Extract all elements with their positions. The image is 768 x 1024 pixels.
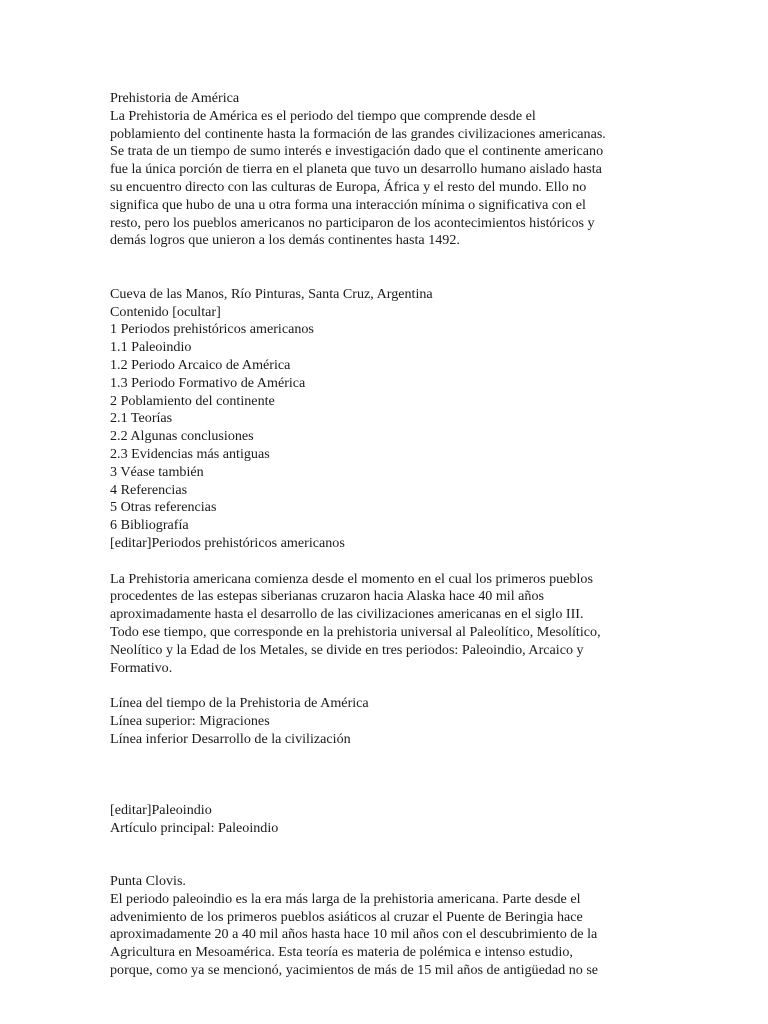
paragraph-line: Neolítico y la Edad de los Metales, se divide en tres periodos: Paleoindio, Arcaico y <box>110 641 584 658</box>
spacer <box>110 553 655 571</box>
toc-item: 5 Otras referencias <box>110 499 217 516</box>
spacer <box>110 250 655 268</box>
paragraph-line: aproximadamente hasta el desarrollo de las civilizaciones americanas en el siglo III. <box>110 606 584 623</box>
paragraph-line: La Prehistoria de América es el periodo del tiempo que comprende desde el <box>110 107 536 124</box>
toc-header: Contenido [ocultar] <box>110 303 221 320</box>
toc-item: 1.3 Periodo Formativo de América <box>110 374 306 391</box>
spacer <box>110 855 655 873</box>
paragraph-line: aproximadamente 20 a 40 mil años hasta hace 10 mil años con el descubrimiento de la <box>110 926 598 943</box>
intro-paragraph <box>110 108 655 250</box>
paragraph-line: La Prehistoria americana comienza desde el momento en el cual los primeros pueblos <box>110 570 593 587</box>
paragraph-line: poblamiento del continente hasta la formación de las grandes civilizaciones americanas. <box>110 125 606 142</box>
caption-line: Línea superior: Migraciones <box>110 712 270 729</box>
paragraph-line: su encuentro directo con las culturas de Europa, África y el resto del mundo. Ello no <box>110 178 587 195</box>
toc-item: 6 Bibliografía <box>110 517 189 534</box>
toc-item: 4 Referencias <box>110 481 188 498</box>
timeline-caption <box>110 695 655 748</box>
spacer <box>110 766 655 784</box>
spacer <box>110 784 655 802</box>
toc-item: 2.1 Teorías <box>110 410 173 427</box>
toc-item: 3 Véase también <box>110 463 204 480</box>
toc-item: 1.2 Periodo Arcaico de América <box>110 356 291 373</box>
spacer <box>110 748 655 766</box>
image-caption: Punta Clovis. <box>110 873 186 890</box>
caption-line: Línea inferior Desarrollo de la civilización <box>110 730 351 747</box>
paragraph-line: Agricultura en Mesoamérica. Esta teoría es materia de polémica e intenso estudio, <box>110 944 573 961</box>
paragraph-line: resto, pero los pueblos americanos no participaron de los acontecimientos históricos y <box>110 214 595 231</box>
spacer <box>110 677 655 695</box>
spacer <box>110 268 655 286</box>
spacer <box>110 837 655 855</box>
paragraph-line: porque, como ya se mencionó, yacimientos de más de 15 mil años de antigüedad no se <box>110 962 599 979</box>
section-heading: [editar]Periodos prehistóricos americanos <box>110 534 345 551</box>
paragraph-line: El periodo paleoindio es la era más larga de la prehistoria americana. Parte desde el <box>110 890 581 907</box>
toc-item: 2.3 Evidencias más antiguas <box>110 445 270 462</box>
section2-paragraph <box>110 891 655 980</box>
paragraph-line: significa que hubo de una u otra forma una interacción mínima o significativa con el <box>110 196 586 213</box>
paragraph-line: procedentes de las estepas siberianas cruzaron hacia Alaska hace 40 mil años <box>110 588 544 605</box>
toc-item: 1.1 Paleoindio <box>110 339 192 356</box>
document-page <box>110 90 655 980</box>
section-heading: [editar]Paleoindio <box>110 801 212 818</box>
paragraph-line: advenimiento de los primeros pueblos asiáticos al cruzar el Puente de Beringia hace <box>110 908 583 925</box>
table-of-contents <box>110 321 655 535</box>
toc-item: 1 Periodos prehistóricos americanos <box>110 321 314 338</box>
document-title: Prehistoria de América <box>110 90 240 106</box>
paragraph-line: Formativo. <box>110 659 173 676</box>
toc-item: 2 Poblamiento del continente <box>110 392 275 409</box>
caption-line: Línea del tiempo de la Prehistoria de América <box>110 695 369 712</box>
paragraph-line: fue la única porción de tierra en el planeta que tuvo un desarrollo humano aislado hasta <box>110 161 602 178</box>
paragraph-line: Se trata de un tiempo de sumo interés e investigación dado que el continente americano <box>110 143 604 160</box>
toc-item: 2.2 Algunas conclusiones <box>110 428 254 445</box>
paragraph-line: demás logros que unieron a los demás continentes hasta 1492. <box>110 232 460 249</box>
main-article-note: Artículo principal: Paleoindio <box>110 819 279 836</box>
section1-paragraph <box>110 571 655 678</box>
paragraph-line: Todo ese tiempo, que corresponde en la prehistoria universal al Paleolítico, Mesolítico, <box>110 623 601 640</box>
image-caption: Cueva de las Manos, Río Pinturas, Santa Cruz, Argentina <box>110 285 433 302</box>
